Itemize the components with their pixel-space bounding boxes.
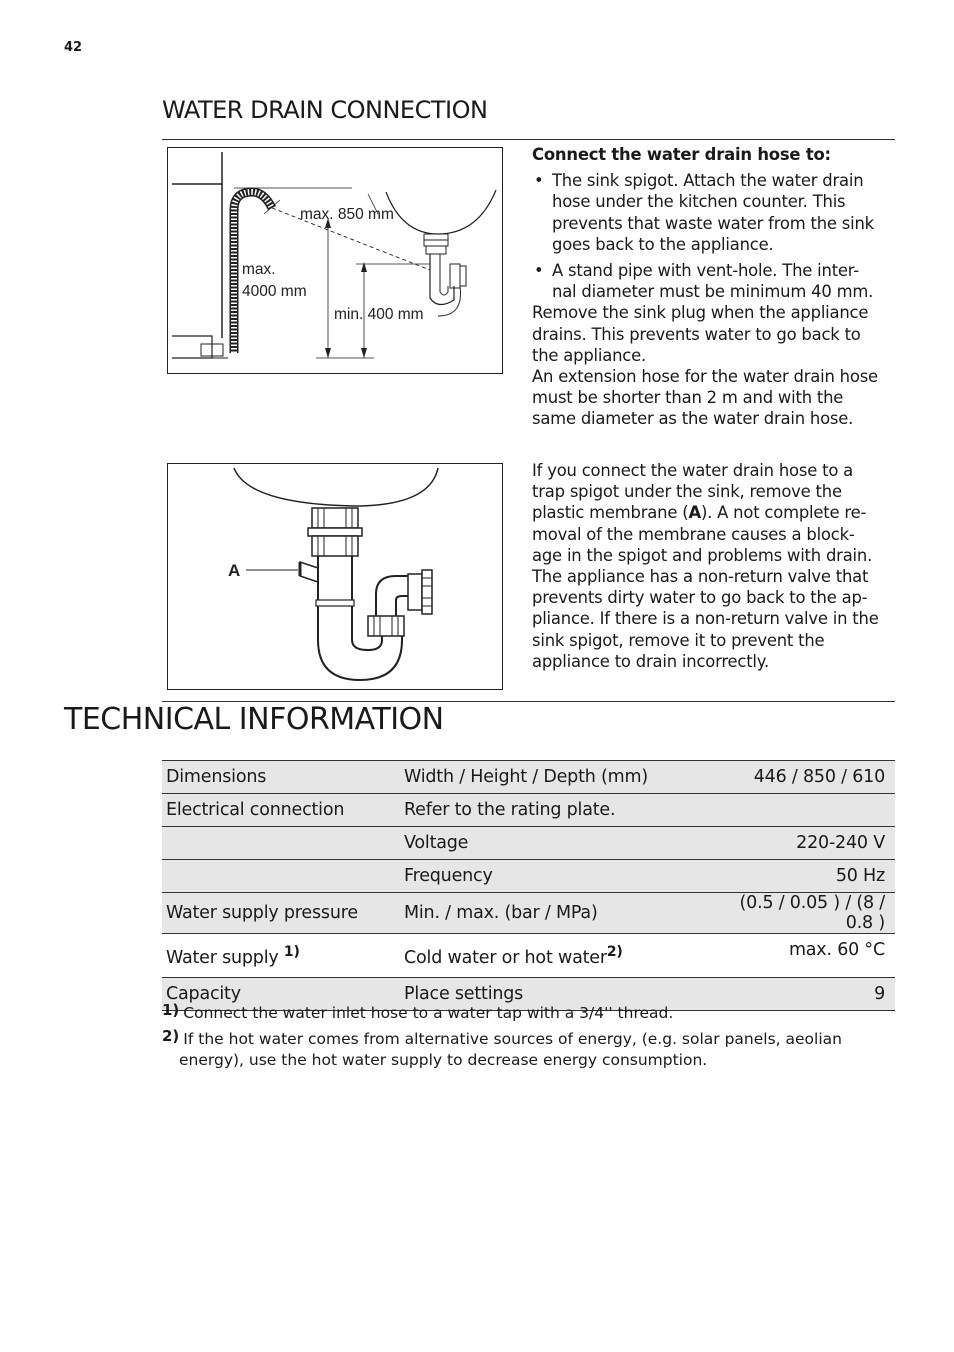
page-number: 42 — [64, 40, 83, 55]
footnote-ref-1: 1) — [283, 943, 300, 960]
bullet-sink-spigot: • The sink spigot. Attach the water drain hose under the kitchen counter. This prevents that waste water from the sink goes back to the appliance. — [532, 170, 882, 255]
footnote-1: 1) Connect the water inlet hose to a water tap with a 3/4'' thread. — [162, 1001, 674, 1022]
table-row: Dimensions Width / Height / Depth (mm) 446 / 850 / 610 — [162, 761, 895, 794]
label-min-400: min. 400 mm — [334, 306, 424, 323]
table-row: Voltage 220-240 V — [162, 827, 895, 860]
footnote-2: 2) If the hot water comes from alternative sources of energy, (e.g. solar panels, aeolian energy), use the hot water supply to decrease energy consumption. — [162, 1027, 842, 1069]
table-row: Capacity Place settings 9 — [162, 978, 895, 1011]
table-row: Water supply pressure Min. / max. (bar / MPa) (0.5 / 0.05 ) / (8 / 0.8 ) — [162, 893, 895, 934]
section-rule-top — [162, 139, 895, 140]
technical-specs-table — [162, 760, 895, 1011]
connect-heading: Connect the water drain hose to: — [532, 145, 831, 164]
label-max-4000: 4000 mm — [242, 283, 307, 300]
table-row: Frequency 50 Hz — [162, 860, 895, 893]
table-row: Water supply $^{1)}$ Cold water or hot water$^{2)}$ max. 60 °C — [162, 934, 895, 978]
label-max-850: max. 850 mm — [300, 206, 394, 223]
bullet-stand-pipe: • A stand pipe with vent-hole. The inter-nal diameter must be minimum 40 mm. — [532, 260, 882, 302]
section-title-water-drain: WATER DRAIN CONNECTION — [162, 96, 488, 124]
para-non-return-valve: The appliance has a non-return valve that prevents dirty water to go back to the ap-pliance. If there is a non-return valve in the sink spigot, remove it to prevent the appliance to drain incorrectly. — [532, 567, 879, 671]
footnote-ref-2: 2) — [606, 943, 623, 960]
label-max-word: max. — [242, 261, 276, 278]
drain-hose-height-diagram — [167, 147, 503, 374]
label-membrane-a: A — [228, 561, 241, 580]
para-extension-hose: An extension hose for the water drain hose must be shorter than 2 m and with the same diameter as the water drain hose. — [532, 367, 878, 429]
connection-options-list — [532, 170, 882, 302]
para-trap-spigot: If you connect the water drain hose to a trap spigot under the sink, remove the plastic membrane (A). A not complete re-moval of the membrane causes a block-age in the spigot and problems with drain. — [532, 461, 873, 565]
trap-spigot-diagram — [167, 463, 503, 690]
section-title-technical-information: TECHNICAL INFORMATION — [64, 702, 444, 737]
drain-connection-text — [532, 144, 882, 430]
para-sink-plug: Remove the sink plug when the appliance drains. This prevents water to go back to the appliance. — [532, 303, 869, 365]
trap-spigot-text — [532, 460, 882, 672]
table-row: Electrical connection Refer to the rating plate. — [162, 794, 895, 827]
